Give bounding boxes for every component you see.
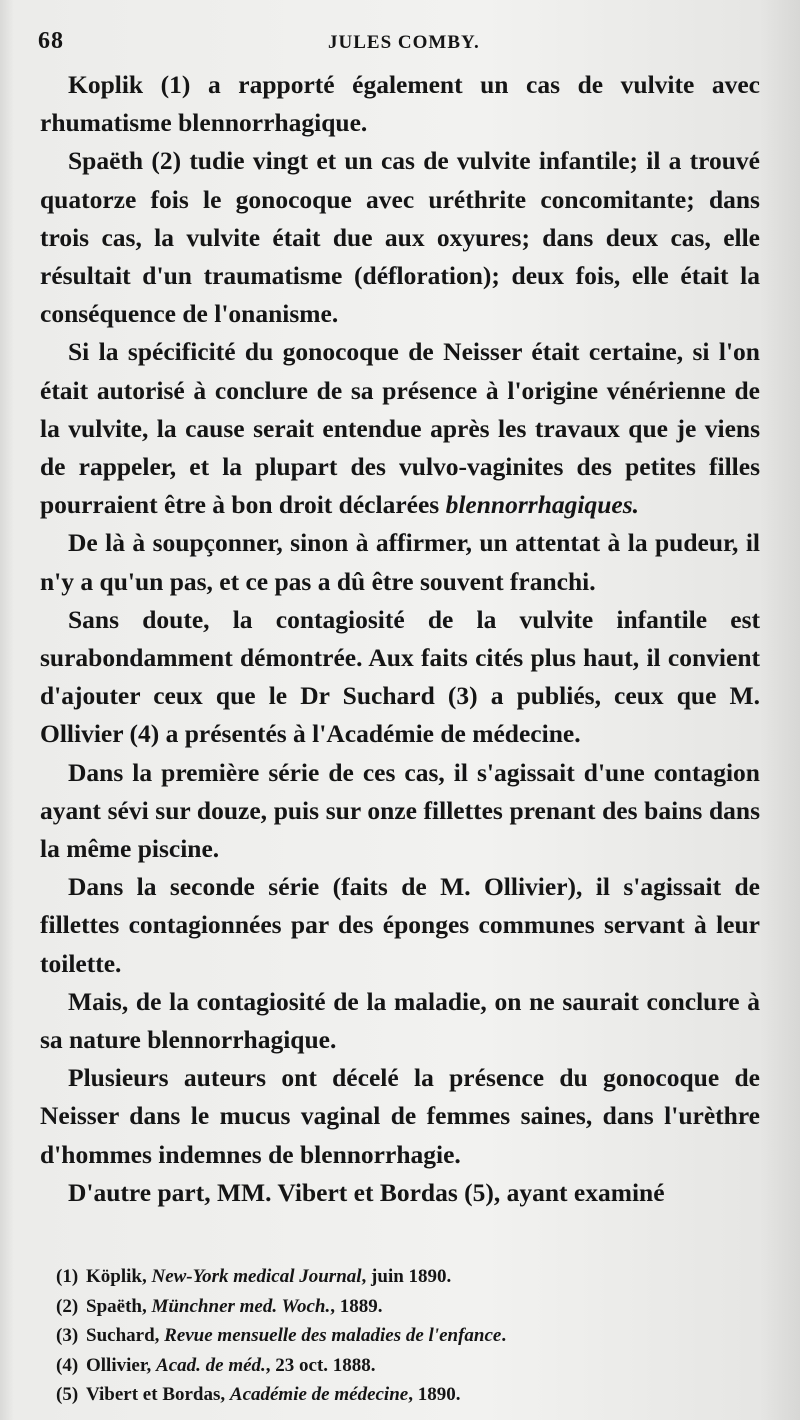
page-number: 68 bbox=[38, 28, 64, 54]
footnote-author: Spaëth, bbox=[86, 1295, 152, 1317]
footnote-date: , 1889. bbox=[330, 1295, 383, 1317]
paragraph-seconde-serie: Dans la seconde série (faits de M. Ollivier), il s'agissait de fillettes contagionnées par des éponges communes servant à leur toilette. bbox=[40, 872, 760, 978]
page-edge-shadow bbox=[760, 0, 800, 1420]
paragraph-spaeth: Spaëth (2) tudie vingt et un cas de vulvite infantile; il a trouvé quatorze fois le gonocoque avec uréthrite concomitante; dans trois cas, la vulvite était due aux oxyures; dans deux cas, elle résultait d'un traumatisme (défloration); deux fois, elle était la conséquence de l'onanisme. bbox=[40, 146, 760, 329]
paragraph-koplik: Koplik (1) a rapporté également un cas de vulvite avec rhumatisme blennorrhagique. bbox=[40, 70, 760, 138]
footnote-source: Acad. de méd. bbox=[156, 1354, 266, 1376]
footnote-date: , 23 oct. 1888. bbox=[265, 1354, 376, 1376]
paragraph-specificite bbox=[40, 333, 760, 524]
footnote-source: Münchner med. Woch. bbox=[151, 1295, 331, 1317]
footnote-author: Ollivier, bbox=[86, 1354, 157, 1376]
footnote bbox=[56, 1262, 756, 1292]
footnote-author: Köplik, bbox=[86, 1266, 152, 1287]
paragraph-mais: Mais, de la contagiosité de la maladie, on ne saurait conclure à sa nature blennorrhagique. bbox=[40, 986, 760, 1055]
footnote bbox=[56, 1351, 756, 1381]
footnote-author: Vibert et Bordas, bbox=[86, 1384, 230, 1406]
footnote-source: New-York medical Journal bbox=[151, 1266, 362, 1287]
paragraph-specificite-italic: blennorrhagiques. bbox=[445, 490, 640, 520]
paragraph-premiere-serie: Dans la première série de ces cas, il s'agissait d'une contagion ayant sévi sur douze, puis sur onze fillettes prenant des bains dans la même piscine. bbox=[40, 757, 760, 864]
footnote-source: Revue mensuelle des maladies de l'enfance bbox=[164, 1325, 502, 1347]
footnote bbox=[56, 1321, 756, 1351]
running-head: JULES COMBY. bbox=[328, 32, 480, 53]
footnote-source: Académie de médecine bbox=[229, 1384, 409, 1406]
footnote-author: Suchard, bbox=[86, 1325, 165, 1347]
body-text bbox=[40, 66, 760, 1212]
paragraph-autre-part: D'autre part, MM. Vibert et Bordas (5), ayant examiné bbox=[68, 1177, 665, 1207]
footnote-marker: (4) bbox=[56, 1354, 79, 1376]
footnote-marker: (2) bbox=[56, 1295, 79, 1317]
footnote-marker: (1) bbox=[56, 1266, 79, 1287]
paragraph-sans-doute: Sans doute, la contagiosité de la vulvite infantile est surabondamment démontrée. Aux faits cités plus haut, il convient d'ajouter ceux que le Dr Suchard (3) a publiés, ceux que M. Ollivier (4) a présentés à l'Académie de médecine. bbox=[40, 604, 760, 749]
footnote-date: , 1890. bbox=[408, 1384, 461, 1406]
footnote-marker: (3) bbox=[56, 1325, 79, 1347]
footnote-date: . bbox=[501, 1325, 507, 1347]
footnote-date: , juin 1890. bbox=[361, 1266, 452, 1287]
paragraph-specificite-text: Si la spécificité du gonocoque de Neisser était certaine, si l'on était autorisé à conclure de sa présence à l'origine vénérienne de la vulvite, la cause serait entendue après les travaux que je viens de rappeler, et la plupart des vulvo-vaginites des petites filles pourraient être à bon droit déclarées bbox=[40, 337, 760, 520]
paragraph-plusieurs-auteurs: Plusieurs auteurs ont décelé la présence du gonocoque de Neisser dans le mucus vaginal de femmes saines, dans l'urèthre d'hommes indemnes de blennorrhagie. bbox=[40, 1063, 760, 1169]
footnote-marker: (5) bbox=[56, 1384, 79, 1406]
footnotes bbox=[56, 1262, 756, 1410]
footnote bbox=[56, 1380, 756, 1410]
footnote bbox=[56, 1292, 756, 1322]
page-header bbox=[38, 28, 758, 62]
paragraph-soupconner: De là à soupçonner, sinon à affirmer, un attentat à la pudeur, il n'y a qu'un pas, et ce pas a dû être souvent franchi. bbox=[40, 528, 760, 596]
